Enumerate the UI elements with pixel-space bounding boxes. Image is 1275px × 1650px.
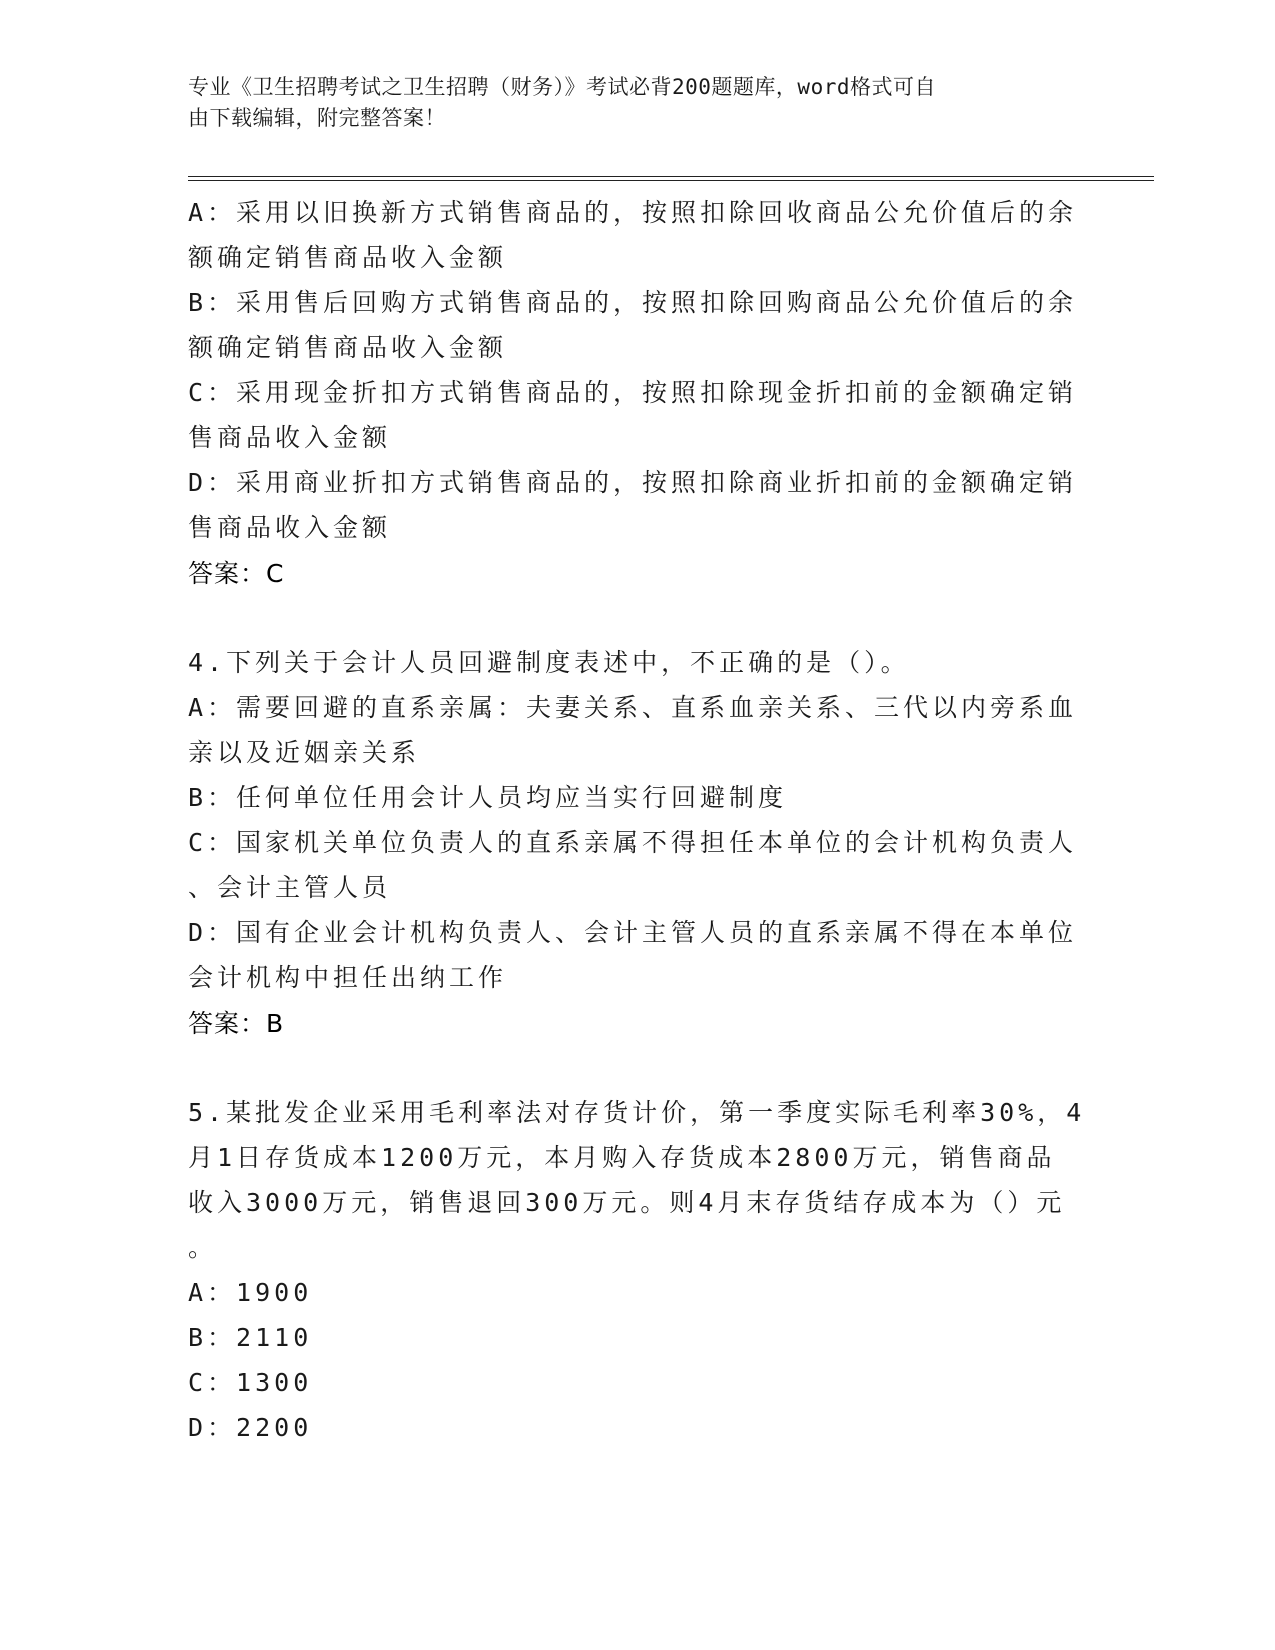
- question-5-text: [188, 1090, 1086, 1270]
- question-line: 。: [188, 1233, 218, 1262]
- question-3-options: [188, 190, 1078, 550]
- option-d: [188, 910, 1078, 1000]
- question-line: 月1日存货成本1200万元，本月购入存货成本2800万元，销售商品: [188, 1143, 1056, 1172]
- question-5-options: [188, 1270, 1078, 1450]
- option-c: [188, 370, 1078, 460]
- question-line: 收入3000万元，销售退回300万元。则4月末存货结存成本为（）元: [188, 1188, 1066, 1217]
- option-line: D：国有企业会计机构负责人、会计主管人员的直系亲属不得在本单位: [188, 918, 1078, 947]
- option-b: [188, 280, 1078, 370]
- option-d: D：2200: [188, 1413, 313, 1442]
- option-a: [188, 685, 1078, 775]
- option-line: 亲以及近姻亲关系: [188, 738, 421, 767]
- option-c: C：1300: [188, 1368, 313, 1397]
- document-header: [188, 72, 1068, 134]
- header-title-line-2: 由下载编辑，附完整答案！: [188, 106, 446, 130]
- option-line: A：采用以旧换新方式销售商品的，按照扣除回收商品公允价值后的余: [188, 198, 1078, 227]
- question-4-options: [188, 685, 1078, 1000]
- option-line: 额确定销售商品收入金额: [188, 243, 508, 272]
- option-line: B：采用售后回购方式销售商品的，按照扣除回购商品公允价值后的余: [188, 288, 1078, 317]
- question-4-text: 4.下列关于会计人员回避制度表述中，不正确的是（）。: [188, 648, 910, 677]
- option-b: [188, 775, 1078, 820]
- option-a: A：1900: [188, 1278, 313, 1307]
- option-line: C：采用现金折扣方式销售商品的，按照扣除现金折扣前的金额确定销: [188, 378, 1078, 407]
- spacer: [188, 1045, 1078, 1090]
- option-a: [188, 190, 1078, 280]
- question-3-answer: 答案：C: [188, 559, 285, 588]
- option-line: 、会计主管人员: [188, 873, 392, 902]
- option-line: 售商品收入金额: [188, 513, 392, 542]
- option-c: [188, 820, 1078, 910]
- question-content: [188, 190, 1086, 1450]
- spacer: [188, 595, 1078, 640]
- option-line: B：任何单位任用会计人员均应当实行回避制度: [188, 783, 788, 812]
- option-line: 额确定销售商品收入金额: [188, 333, 508, 362]
- header-divider: [188, 176, 1154, 181]
- option-line: 售商品收入金额: [188, 423, 392, 452]
- option-b: B：2110: [188, 1323, 313, 1352]
- question-line: 5.某批发企业采用毛利率法对存货计价，第一季度实际毛利率30%，4: [188, 1098, 1086, 1127]
- option-line: C：国家机关单位负责人的直系亲属不得担任本单位的会计机构负责人: [188, 828, 1078, 857]
- header-title-line-1: 专业《卫生招聘考试之卫生招聘（财务）》考试必背200题题库，word格式可自: [188, 75, 936, 99]
- question-4-answer: 答案：B: [188, 1009, 285, 1038]
- option-d: [188, 460, 1078, 550]
- option-line: 会计机构中担任出纳工作: [188, 963, 508, 992]
- option-line: D：采用商业折扣方式销售商品的，按照扣除商业折扣前的金额确定销: [188, 468, 1078, 497]
- option-line: A：需要回避的直系亲属：夫妻关系、直系血亲关系、三代以内旁系血: [188, 693, 1078, 722]
